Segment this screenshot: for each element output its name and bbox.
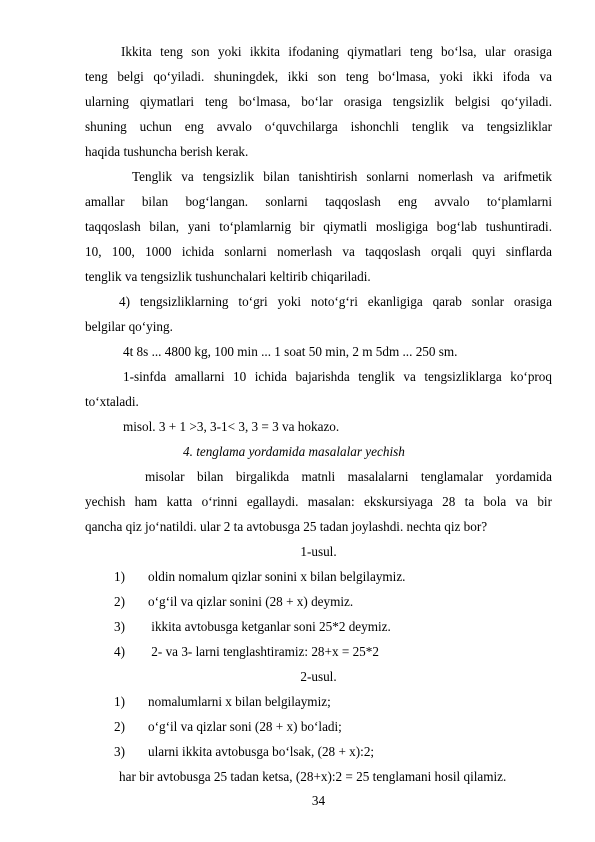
paragraph-line: Tenglik va tengsizlik bilan tanishtirish sonlarni nomerlash va arifmetik — [132, 169, 552, 184]
list-number: 1) — [114, 694, 125, 709]
list-text: o‘g‘il va qizlar sonini (28 + x) deymiz. — [148, 594, 354, 609]
list-text: oldin nomalum qizlar sonini x bilan belgilaymiz. — [148, 569, 406, 584]
page-number: 34 — [311, 793, 326, 808]
paragraph-line: 1-sinfda amallarni 10 ichida bajarishda tenglik va tengsizliklarga ko‘proq — [123, 369, 552, 384]
list-item — [114, 569, 405, 585]
list-number: 3) — [114, 619, 125, 634]
paragraph-line: 4) tengsizliklarning to‘gri yoki noto‘g‘ri ekanligiga qarab sonlar orasiga — [119, 294, 552, 309]
paragraph-line: 10, 100, 1000 ichida sonlarni nomerlash va taqqoslash orqali quyi sinflarda — [85, 244, 552, 259]
list-number: 4) — [114, 644, 125, 659]
list-item — [114, 644, 379, 660]
example-line: misol. 3 + 1 >3, 3-1< 3, 3 = 3 va hokazo. — [123, 419, 340, 434]
paragraph-line: misolar bilan birgalikda matnli masalalarni tenglamalar yordamida — [145, 469, 552, 484]
list-number: 3) — [114, 744, 125, 759]
method-heading-2: 2-usul. — [300, 669, 337, 684]
paragraph-line: tenglik va tengsizlik tushunchalari keltirib chiqariladi. — [85, 269, 371, 284]
paragraph-line: Ikkita teng son yoki ikkita ifodaning qiymatlari teng bo‘lsa, ular orasiga — [121, 44, 552, 59]
list-item — [114, 619, 391, 635]
list-text: ikkita avtobusga ketganlar soni 25*2 deymiz. — [148, 619, 391, 634]
paragraph-line: amallar bilan bog‘langan. sonlarni taqqoslash eng avvalo to‘plamlarni — [85, 194, 552, 209]
list-number: 2) — [114, 594, 125, 609]
list-item — [114, 594, 353, 610]
paragraph-line: teng belgi qo‘yiladi. shuningdek, ikki son teng bo‘lmasa, yoki ikki ifoda va — [85, 69, 552, 84]
list-text: 2- va 3- larni tenglashtiramiz: 28+x = 25*2 — [148, 644, 379, 659]
paragraph-line: to‘xtaladi. — [85, 394, 139, 409]
paragraph-line: shuning uchun eng avvalo o‘quvchilarga ishonchli tenglik va tengsizliklar — [85, 119, 552, 134]
paragraph-line: haqida tushuncha berish kerak. — [85, 144, 249, 159]
list-text: nomalumlarni x bilan belgilaymiz; — [148, 694, 331, 709]
paragraph-line: yechish ham katta o‘rinni egallaydi. masalan: ekskursiyaga 28 ta bola va bir — [85, 494, 552, 509]
paragraph-line: ularning qiymatlari teng bo‘lmasa, bo‘lar orasiga tengsizlik belgisi qo‘yiladi. — [85, 94, 552, 109]
list-number: 1) — [114, 569, 125, 584]
method-heading-1: 1-usul. — [300, 544, 337, 559]
paragraph-line: taqqoslash bilan, yani to‘plamlarnig bir qiymatli mosligiga bog‘lab tushuntiradi. — [85, 219, 552, 234]
list-item — [114, 744, 374, 760]
paragraph-line: belgilar qo‘ying. — [85, 319, 173, 334]
list-number: 2) — [114, 719, 125, 734]
paragraph-line: 4t 8s ... 4800 kg, 100 min ... 1 soat 50 min, 2 m 5dm ... 250 sm. — [123, 344, 458, 359]
list-text: ularni ikkita avtobusga bo‘lsak, (28 + x):2; — [148, 744, 375, 759]
list-item — [114, 694, 331, 710]
list-text: o‘g‘il va qizlar soni (28 + x) bo‘ladi; — [148, 719, 342, 734]
final-line: har bir avtobusga 25 tadan ketsa, (28+x):2 = 25 tenglamani hosil qilamiz. — [119, 769, 507, 784]
list-item — [114, 719, 342, 735]
section-heading: 4. tenglama yordamida masalalar yechish — [183, 444, 405, 459]
paragraph-line: qancha qiz jo‘natildi. ular 2 ta avtobusga 25 tadan joylashdi. nechta qiz bor? — [85, 519, 488, 534]
